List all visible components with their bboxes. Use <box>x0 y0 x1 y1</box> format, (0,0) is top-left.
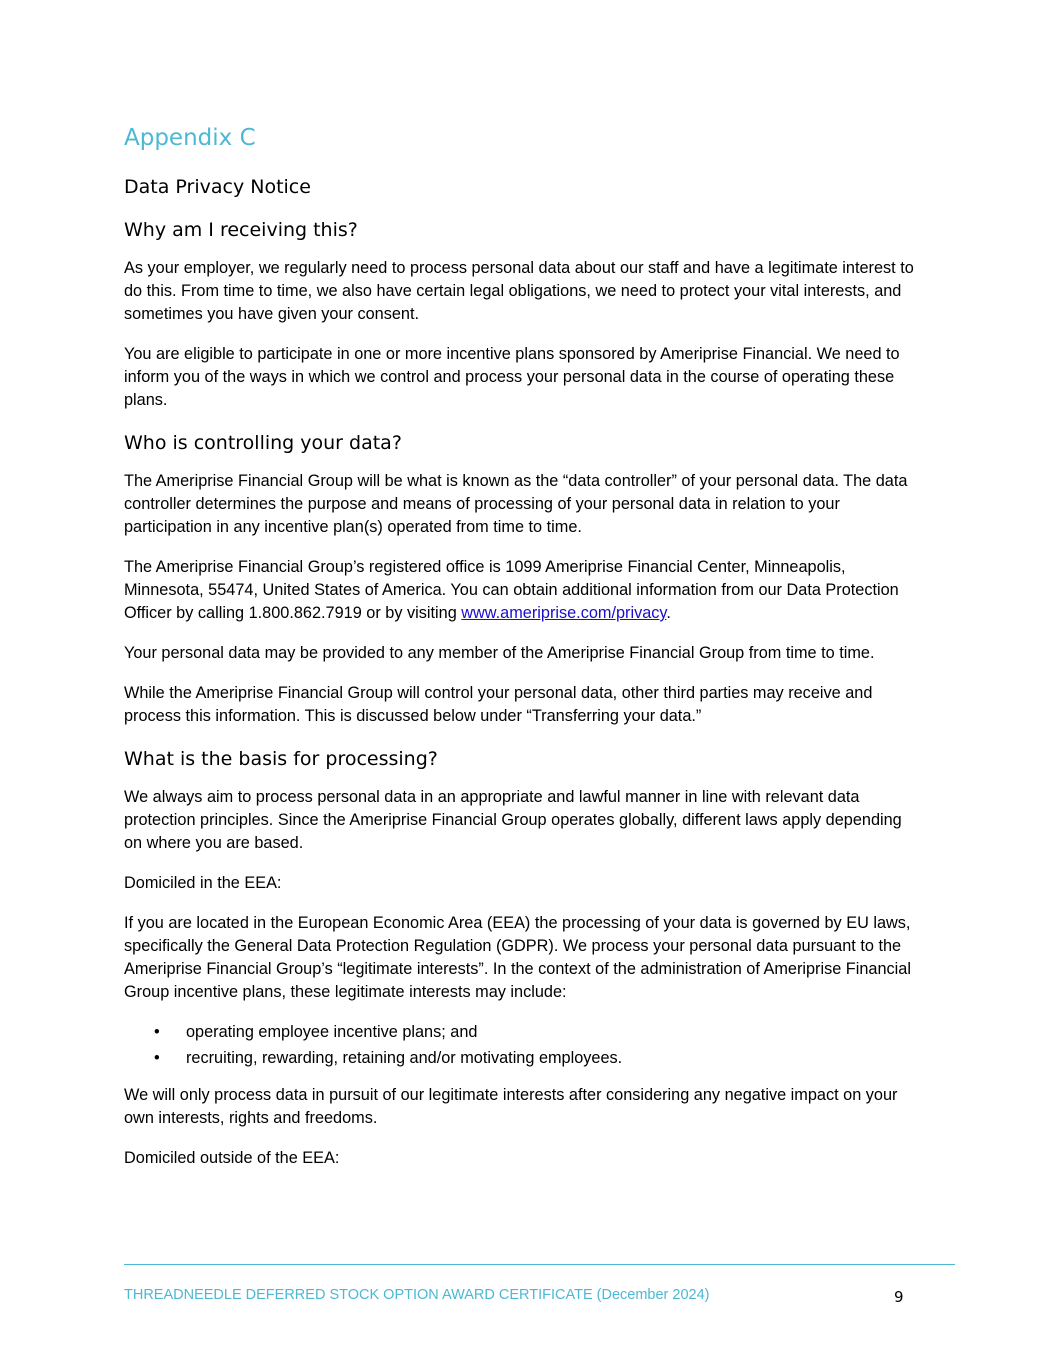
paragraph-registered-office <box>124 556 924 625</box>
paragraph: As your employer, we regularly need to process personal data about our staff and have a legitimate interest to do this. From time to time, we also have certain legal obligations, we need to protect your vital interests, and sometimes you have given your consent. <box>124 259 914 323</box>
paragraph: Domiciled in the EEA: <box>124 874 282 892</box>
list-item-text: recruiting, rewarding, retaining and/or motivating employees. <box>186 1049 623 1067</box>
heading-why-receiving: Why am I receiving this? <box>124 219 358 241</box>
document-body <box>124 121 924 1187</box>
paragraph: The Ameriprise Financial Group will be what is known as the “data controller” of your personal data. The data controller determines the purpose and means of processing of your personal data in relation to your participation in any incentive plan(s) operated from time to time. <box>124 472 908 536</box>
heading-who-controls: Who is controlling your data? <box>124 432 402 454</box>
paragraph: Domiciled outside of the EEA: <box>124 1149 340 1167</box>
paragraph: You are eligible to participate in one or more incentive plans sponsored by Ameriprise Financial. We need to inform you of the ways in which we control and process your personal data in the course of operating these plans. <box>124 345 900 409</box>
list-item <box>124 1047 924 1070</box>
paragraph: We always aim to process personal data in an appropriate and lawful manner in line with relevant data protection principles. Since the Ameriprise Financial Group operates globally, different laws apply depending on where you are based. <box>124 788 902 852</box>
paragraph: While the Ameriprise Financial Group will control your personal data, other third parties may receive and process this information. This is discussed below under “Transferring your data.” <box>124 684 873 725</box>
heading-basis-processing: What is the basis for processing? <box>124 748 438 770</box>
appendix-title: Appendix C <box>124 125 256 151</box>
bullet-icon: • <box>154 1023 160 1041</box>
notice-title: Data Privacy Notice <box>124 176 311 198</box>
bullet-icon: • <box>154 1049 160 1067</box>
paragraph: If you are located in the European Economic Area (EEA) the processing of your data is governed by EU laws, specifically the General Data Protection Regulation (GDPR). We process your personal data pursuant to the Ameriprise Financial Group’s “legitimate interests”. In the context of the administration of Ameriprise Financial Group incentive plans, these legitimate interests may include: <box>124 914 911 1001</box>
privacy-link[interactable]: www.ameriprise.com/privacy <box>461 604 667 622</box>
footer-title: THREADNEEDLE DEFERRED STOCK OPTION AWARD CERTIFICATE (December 2024) <box>124 1287 710 1303</box>
paragraph: We will only process data in pursuit of our legitimate interests after considering any negative impact on your own interests, rights and freedoms. <box>124 1086 898 1127</box>
footer-divider <box>124 1264 955 1265</box>
legitimate-interests-list <box>124 1021 924 1070</box>
paragraph: Your personal data may be provided to any member of the Ameriprise Financial Group from time to time. <box>124 644 875 662</box>
list-item-text: operating employee incentive plans; and <box>186 1023 478 1041</box>
list-item <box>124 1021 924 1044</box>
paragraph-text: . <box>666 604 671 622</box>
paragraph-text: The Ameriprise Financial Group’s registered office is 1099 Ameriprise Financial Center, Minneapolis, Minnesota, 55474, United States of America. You can obtain additional information from our Data Protection Officer by calling 1.800.862.7919 or by visiting <box>124 558 899 622</box>
page-number: 9 <box>894 1288 904 1306</box>
